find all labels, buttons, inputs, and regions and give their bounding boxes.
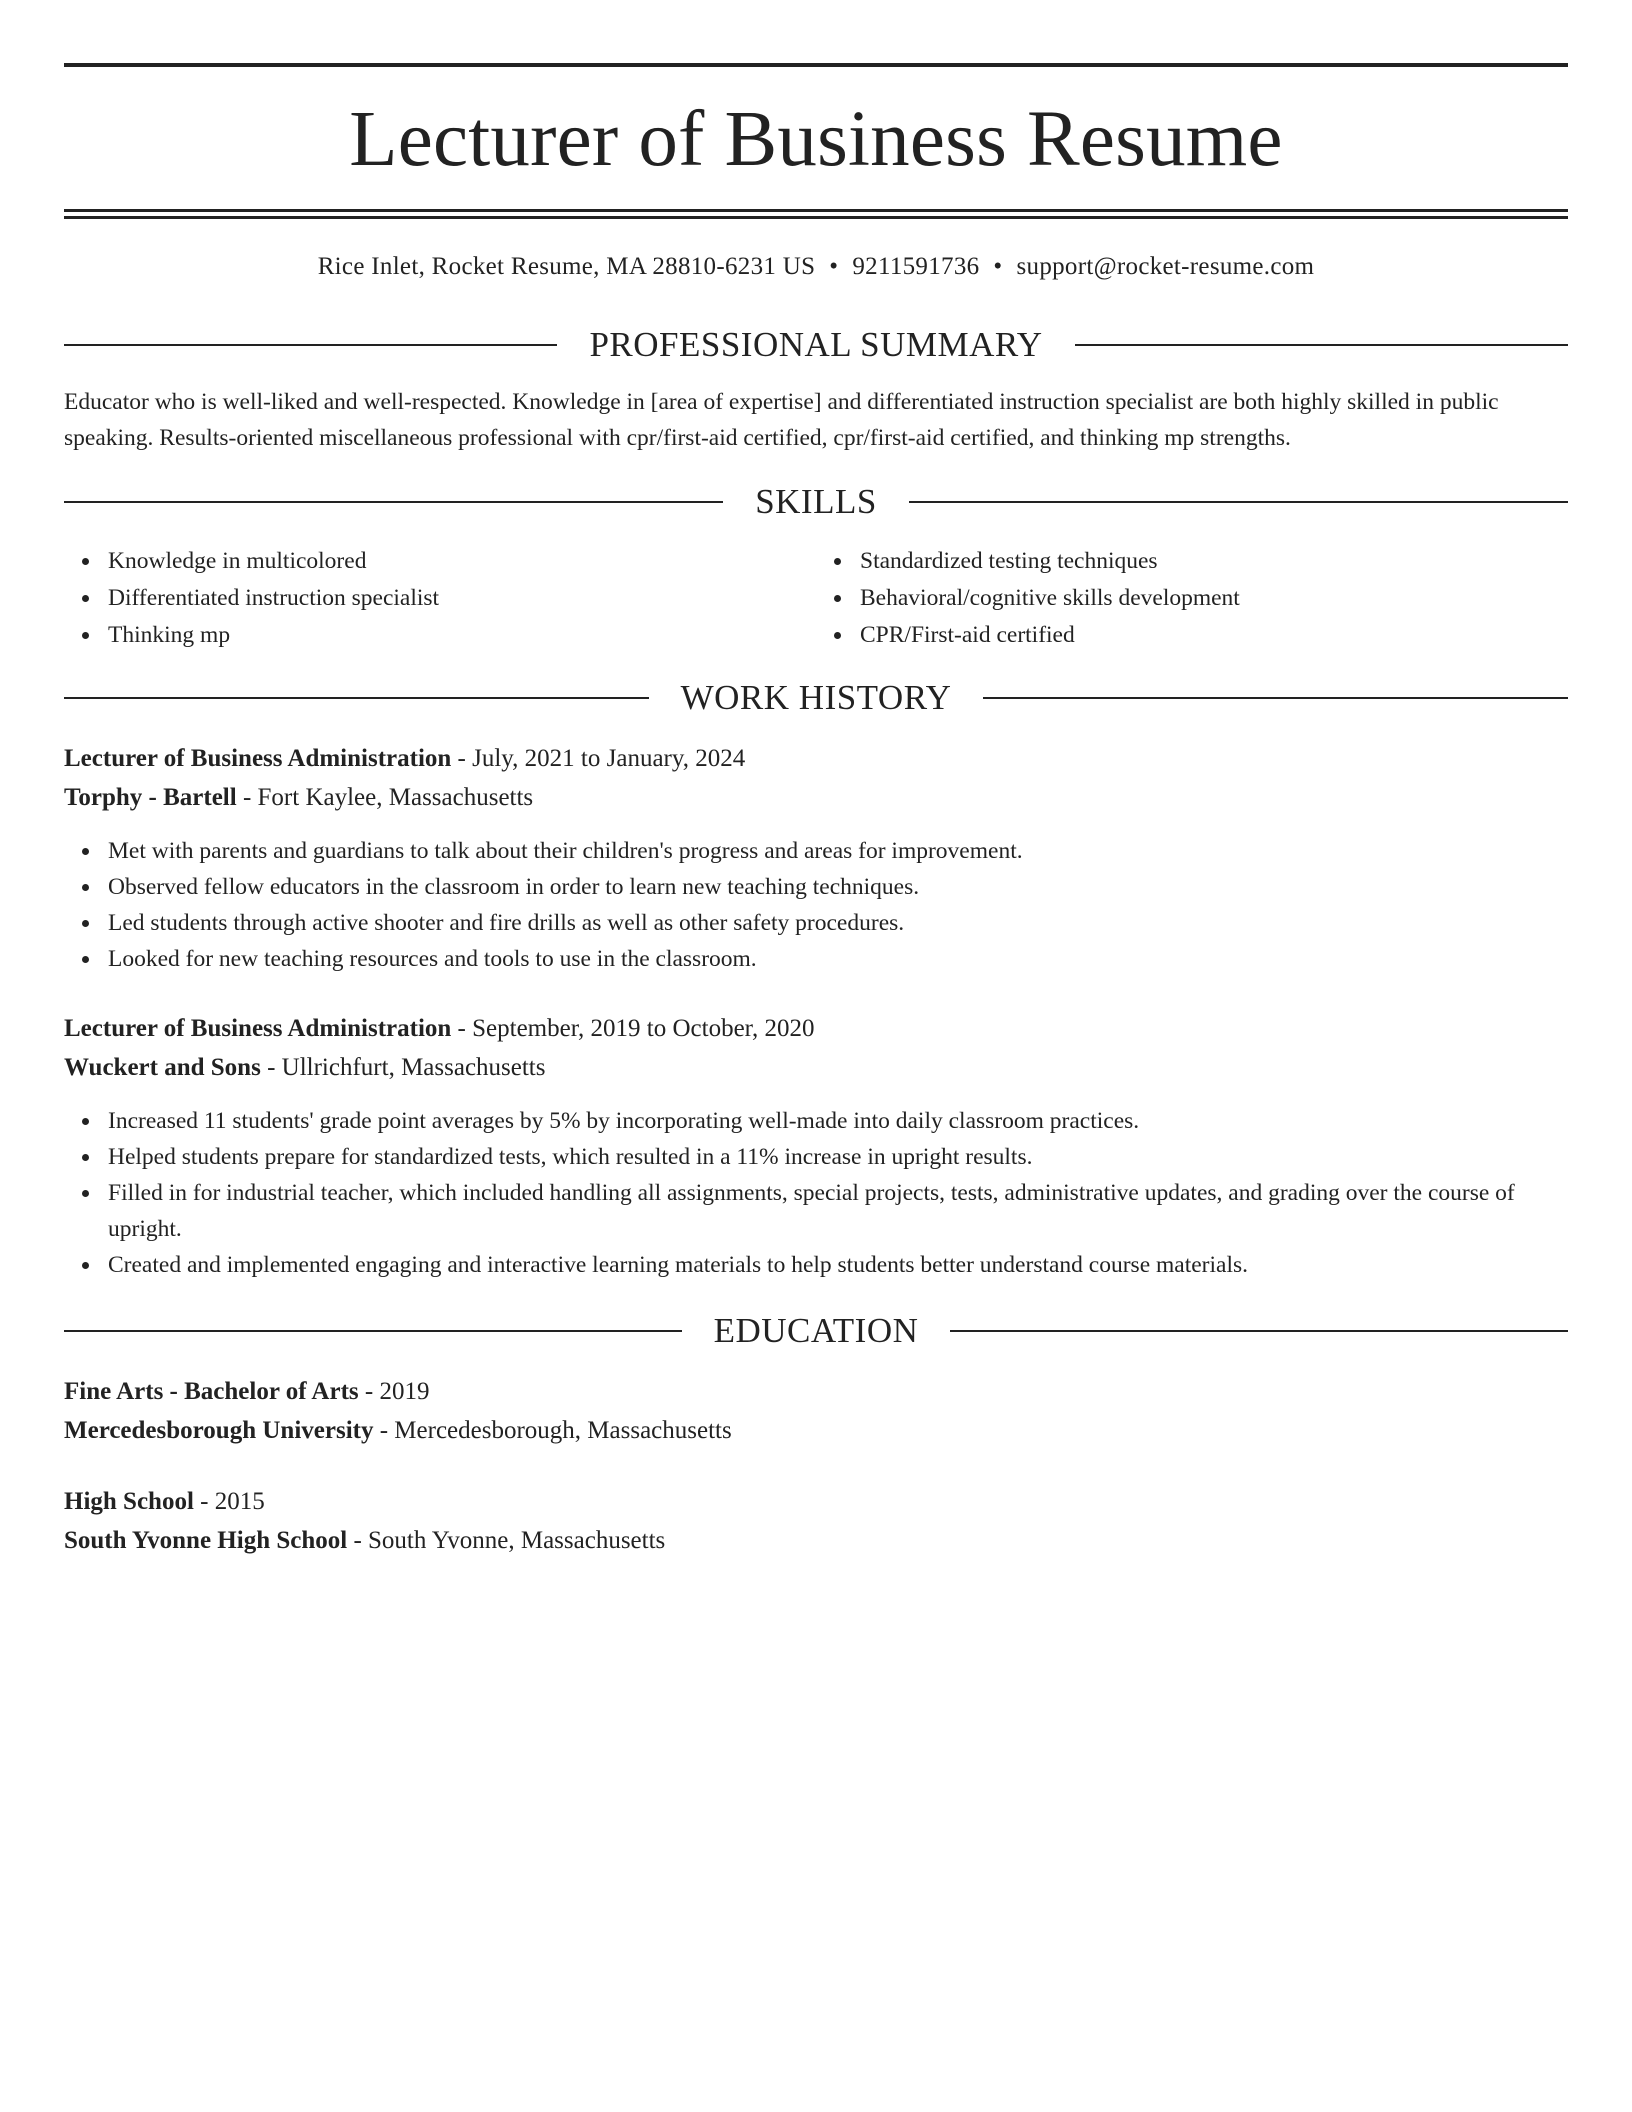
heading-rule-left bbox=[64, 501, 723, 503]
job-entry bbox=[64, 1009, 1568, 1283]
summary-text: Educator who is well-liked and well-respected. Knowledge in [area of expertise] and differentiated instruction specialist are both highly skilled in public speaking. Results-oriented miscellaneous professional with cpr/first-aid certified, cpr/first-aid certified, and thinking mp strengths. bbox=[64, 389, 1499, 451]
contact-address: Rice Inlet, Rocket Resume, MA 28810-6231 US bbox=[317, 253, 816, 280]
education-heading-label: EDUCATION bbox=[713, 1311, 919, 1350]
education-school: South Yvonne High School bbox=[64, 1527, 348, 1554]
job-title-line bbox=[64, 739, 1568, 778]
skills-column-left bbox=[64, 543, 816, 654]
job-title-line bbox=[64, 1009, 1568, 1048]
job-company: Wuckert and Sons bbox=[64, 1054, 261, 1081]
education-location: - Mercedesborough, Massachusetts bbox=[373, 1417, 732, 1444]
job-entry bbox=[64, 739, 1568, 977]
education-school-line bbox=[64, 1521, 1568, 1560]
job-location: - Ullrichfurt, Massachusetts bbox=[260, 1054, 546, 1081]
heading-rule-left bbox=[64, 697, 649, 699]
skills-section-heading bbox=[64, 484, 1568, 519]
skill-item: Knowledge in multicolored bbox=[108, 543, 816, 580]
contact-phone: 9211591736 bbox=[852, 253, 980, 280]
skill-item: Behavioral/cognitive skills development bbox=[860, 580, 1568, 617]
education-school: Mercedesborough University bbox=[64, 1417, 374, 1444]
job-bullet: Created and implemented engaging and interactive learning materials to help students better understand course materials. bbox=[108, 1247, 1568, 1283]
skill-item: Thinking mp bbox=[108, 617, 816, 654]
education-degree: Fine Arts - Bachelor of Arts bbox=[64, 1378, 359, 1405]
job-title: Lecturer of Business Administration bbox=[64, 1015, 452, 1042]
job-title: Lecturer of Business Administration bbox=[64, 745, 452, 772]
contact-separator: • bbox=[829, 253, 839, 280]
job-bullets bbox=[64, 1103, 1568, 1283]
job-dates: - September, 2019 to October, 2020 bbox=[451, 1015, 815, 1042]
job-company-line bbox=[64, 778, 1568, 817]
job-bullet: Helped students prepare for standardized tests, which resulted in a 11% increase in upright results. bbox=[108, 1139, 1568, 1175]
job-company-line bbox=[64, 1048, 1568, 1087]
heading-rule-right bbox=[1075, 344, 1568, 346]
work-heading-label: WORK HISTORY bbox=[680, 678, 952, 717]
summary-heading-label: PROFESSIONAL SUMMARY bbox=[589, 325, 1043, 364]
education-school-line bbox=[64, 1411, 1568, 1450]
job-bullet: Led students through active shooter and fire drills as well as other safety procedures. bbox=[108, 905, 1568, 941]
education-location: - South Yvonne, Massachusetts bbox=[347, 1527, 666, 1554]
job-bullet: Observed fellow educators in the classroom in order to learn new teaching techniques. bbox=[108, 869, 1568, 905]
contact-email: support@rocket-resume.com bbox=[1016, 253, 1315, 280]
heading-rule-left bbox=[64, 344, 557, 346]
work-section-heading bbox=[64, 680, 1568, 715]
skill-item: Differentiated instruction specialist bbox=[108, 580, 816, 617]
skill-item: CPR/First-aid certified bbox=[860, 617, 1568, 654]
heading-rule-left bbox=[64, 1330, 682, 1332]
heading-rule-right bbox=[983, 697, 1568, 699]
education-degree: High School bbox=[64, 1488, 194, 1515]
skills-heading-label: SKILLS bbox=[755, 482, 877, 521]
summary-section-heading bbox=[64, 327, 1568, 362]
header-double-rule bbox=[64, 209, 1568, 219]
education-year: - 2019 bbox=[358, 1378, 430, 1405]
education-degree-line bbox=[64, 1482, 1568, 1521]
resume-title: Lecturer of Business Resume bbox=[349, 96, 1283, 183]
job-dates: - July, 2021 to January, 2024 bbox=[451, 745, 746, 772]
job-location: - Fort Kaylee, Massachusetts bbox=[236, 784, 534, 811]
contact-line bbox=[64, 253, 1568, 281]
job-bullet: Looked for new teaching resources and tools to use in the classroom. bbox=[108, 941, 1568, 977]
skill-item: Standardized testing techniques bbox=[860, 543, 1568, 580]
education-entry bbox=[64, 1372, 1568, 1450]
job-company: Torphy - Bartell bbox=[64, 784, 237, 811]
contact-separator: • bbox=[993, 253, 1003, 280]
skills-list bbox=[64, 543, 1568, 654]
job-bullet: Increased 11 students' grade point averages by 5% by incorporating well-made into daily classroom practices. bbox=[108, 1103, 1568, 1139]
job-bullet: Filled in for industrial teacher, which included handling all assignments, special projects, tests, administrative updates, and grading over the course of upright. bbox=[108, 1175, 1568, 1247]
heading-rule-right bbox=[909, 501, 1568, 503]
job-bullet: Met with parents and guardians to talk about their children's progress and areas for improvement. bbox=[108, 833, 1568, 869]
education-section-heading bbox=[64, 1313, 1568, 1348]
education-entry bbox=[64, 1482, 1568, 1560]
skills-column-right bbox=[816, 543, 1568, 654]
job-bullets bbox=[64, 833, 1568, 977]
education-year: - 2015 bbox=[193, 1488, 265, 1515]
education-degree-line bbox=[64, 1372, 1568, 1411]
heading-rule-right bbox=[950, 1330, 1568, 1332]
